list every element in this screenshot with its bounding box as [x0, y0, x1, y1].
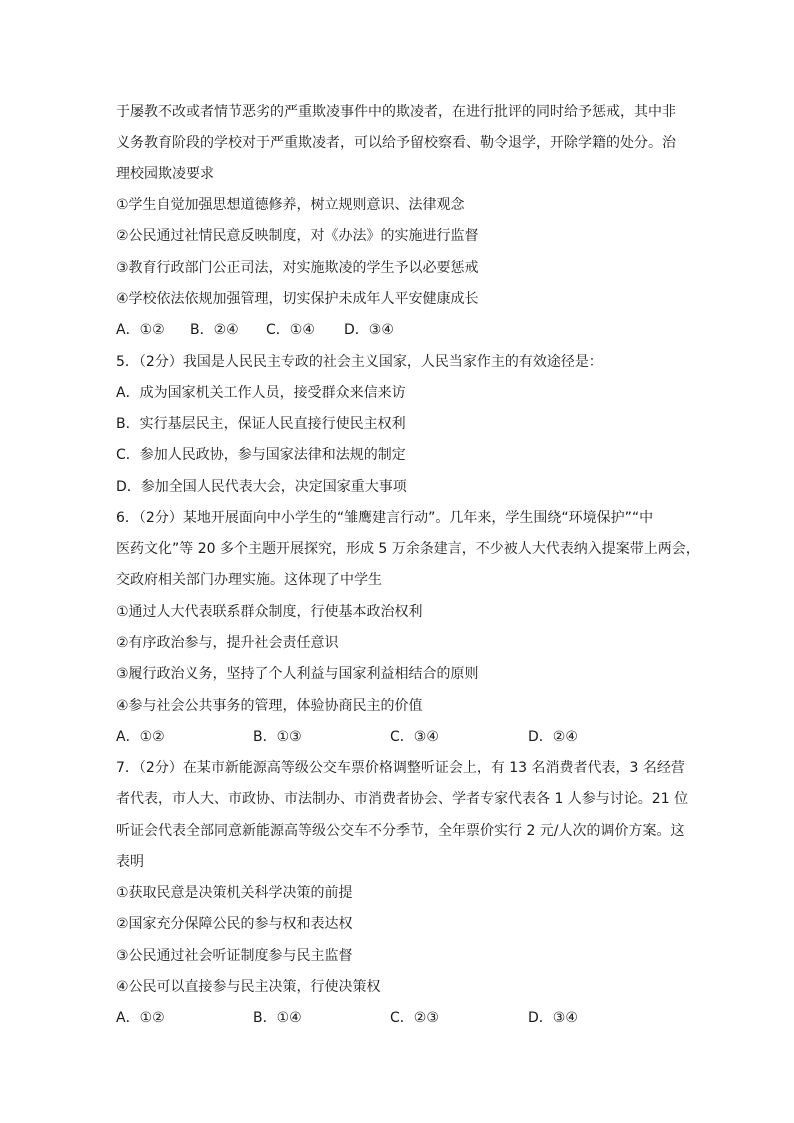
q4-stem-line-1: 于屡教不改或者情节恶劣的严重欺凌事件中的欺凌者，在进行批评的同时给予惩戒，其中非: [116, 104, 676, 120]
q7-statement-2: ②国家充分保障公民的参与权和表达权: [116, 916, 353, 932]
q5-option-c[interactable]: C．参加人民政协，参与国家法律和法规的制定: [116, 447, 406, 463]
q7-stem-line-3: 听证会代表全部同意新能源高等级公交车不分季节，全年票价实行 2 元/人次的调价方案。这: [116, 823, 685, 839]
q6-statement-1: ①通过人大代表联系群众制度，行使基本政治权利: [116, 604, 423, 620]
q6-option-c[interactable]: C．③④: [390, 729, 439, 745]
q6-stem-line-1: 6．（2分）某地开展面向中小学生的“雏鹰建言行动”。几年来，学生围绕“环境保护”“中: [116, 510, 654, 526]
q4-statement-2: ②公民通过社情民意反映制度，对《办法》的实施进行监督: [116, 228, 479, 244]
q7-statement-1: ①获取民意是决策机关科学决策的前提: [116, 885, 353, 901]
q4-option-d[interactable]: D．③④: [344, 322, 394, 338]
q7-option-b[interactable]: B．①④: [253, 1010, 302, 1026]
q6-stem-line-2: 医药文化”等 20 多个主题开展探究，形成 5 万余条建言，不少被人大代表纳入提案带上两会，: [116, 541, 700, 557]
q6-statement-2: ②有序政治参与，提升社会责任意识: [116, 635, 339, 651]
q5-stem: 5．（2分）我国是人民民主专政的社会主义国家，人民当家作主的有效途径是：: [116, 354, 603, 370]
q6-statement-4: ④参与社会公共事务的管理，体验协商民主的价值: [116, 698, 423, 714]
q4-statement-3: ③教育行政部门公正司法，对实施欺凌的学生予以必要惩戒: [116, 260, 479, 276]
q6-option-a[interactable]: A．①②: [116, 729, 165, 745]
q6-statement-3: ③履行政治义务，坚持了个人利益与国家利益相结合的原则: [116, 666, 479, 682]
q7-stem-line-4: 表明: [116, 854, 144, 870]
q6-stem-line-3: 交政府相关部门办理实施。这体现了中学生: [116, 572, 382, 588]
q4-stem-line-2: 义务教育阶段的学校对于严重欺凌者，可以给予留校察看、勒令退学，开除学籍的处分。治: [116, 135, 676, 151]
q4-option-a[interactable]: A．①②: [116, 322, 165, 338]
q4-option-c[interactable]: C．①④: [266, 322, 315, 338]
q5-option-a[interactable]: A．成为国家机关工作人员，接受群众来信来访: [116, 385, 406, 401]
q5-option-d[interactable]: D．参加全国人民代表大会，决定国家重大事项: [116, 479, 407, 495]
q7-statement-3: ③公民通过社会听证制度参与民主监督: [116, 948, 353, 964]
q7-statement-4: ④公民可以直接参与民主决策，行使决策权: [116, 979, 381, 995]
q6-option-b[interactable]: B．①③: [253, 729, 302, 745]
q7-option-c[interactable]: C．②③: [390, 1010, 439, 1026]
q7-option-d[interactable]: D．③④: [528, 1010, 578, 1026]
q4-statement-1: ①学生自觉加强思想道德修养，树立规则意识、法律观念: [116, 197, 465, 213]
q5-option-b[interactable]: B．实行基层民主，保证人民直接行使民主权利: [116, 416, 406, 432]
q7-stem-line-2: 者代表，市人大、市政协、市法制办、市消费者协会、学者专家代表各 1 人参与讨论。21 位: [116, 791, 689, 807]
q6-option-d[interactable]: D．②④: [528, 729, 578, 745]
q7-stem-line-1: 7．（2分）在某市新能源高等级公交车票价格调整听证会上，有 13 名消费者代表，3 名经营: [116, 760, 685, 776]
q7-option-a[interactable]: A．①②: [116, 1010, 165, 1026]
q4-option-b[interactable]: B．②④: [190, 322, 239, 338]
q4-statement-4: ④学校依法依规加强管理，切实保护未成年人平安健康成长: [116, 291, 479, 307]
q4-stem-line-3: 理校园欺凌要求: [116, 166, 214, 182]
